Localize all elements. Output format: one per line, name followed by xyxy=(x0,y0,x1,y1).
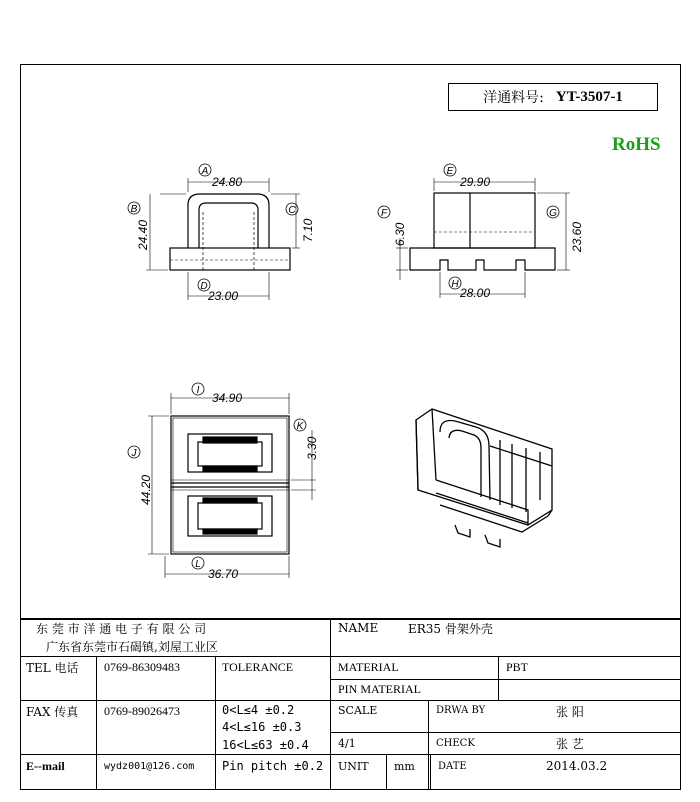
dim-j: 44.20 xyxy=(139,474,153,505)
svg-text:J: J xyxy=(131,448,137,459)
label-l xyxy=(192,557,204,570)
name-value: ER35 骨架外壳 xyxy=(408,621,493,636)
drawn-by-label: DRWA BY xyxy=(436,704,486,716)
label-b xyxy=(128,202,140,215)
tolerance-range-2: 4<L≤16 ±0.3 xyxy=(222,720,302,734)
date-value: 2014.03.2 xyxy=(546,759,608,773)
label-g xyxy=(547,206,559,219)
material-label: MATERIAL xyxy=(338,660,399,674)
label-e xyxy=(444,164,456,177)
tolerance-range-1: 0<L≤4 ±0.2 xyxy=(222,703,295,717)
svg-text:B: B xyxy=(130,204,138,215)
dim-d: 23.00 xyxy=(208,289,239,303)
svg-text:E: E xyxy=(446,166,454,177)
svg-text:F: F xyxy=(380,208,388,219)
rohs-mark: RoHS xyxy=(612,134,661,155)
date-label: DATE xyxy=(438,760,467,772)
svg-text:G: G xyxy=(549,208,557,219)
label-k xyxy=(294,419,306,432)
front-view xyxy=(146,178,300,300)
unit-value: mm xyxy=(394,759,415,773)
dim-b: 24.40 xyxy=(136,219,150,250)
tolerance-range-3: 16<L≤63 ±0.4 xyxy=(222,738,309,752)
fax-value: 0769-89026473 xyxy=(104,703,180,718)
label-j xyxy=(128,446,140,459)
svg-text:I: I xyxy=(196,385,200,396)
dim-c: 7.10 xyxy=(301,218,315,242)
part-number-value: YT-3507-1 xyxy=(555,88,623,105)
tel-label: TEL 电话 xyxy=(26,660,79,675)
dim-a: 24.80 xyxy=(212,175,243,189)
svg-text:D: D xyxy=(200,281,208,292)
name-label: NAME xyxy=(338,621,379,635)
drawn-by-value: 张 阳 xyxy=(556,704,584,719)
dim-h: 28.00 xyxy=(460,286,491,300)
check-value: 张 艺 xyxy=(556,736,584,751)
dim-e: 29.90 xyxy=(460,175,491,189)
label-a xyxy=(199,164,211,177)
scale-label: SCALE xyxy=(338,703,378,717)
label-f xyxy=(378,206,390,219)
company-address: 广东省东莞市石碣镇,刘屋工业区 xyxy=(46,639,218,654)
svg-text:H: H xyxy=(451,279,459,290)
svg-text:C: C xyxy=(288,205,296,216)
title-block xyxy=(20,618,681,790)
top-view xyxy=(148,393,316,578)
check-label: CHECK xyxy=(436,737,475,749)
scale-value: 4/1 xyxy=(338,736,356,750)
dim-g: 23.60 xyxy=(570,221,584,252)
tel-value: 0769-86309483 xyxy=(104,659,180,674)
dim-l: 36.70 xyxy=(208,567,239,581)
side-view xyxy=(396,178,570,298)
svg-text:K: K xyxy=(296,421,304,432)
pin-pitch-tolerance: Pin pitch ±0.2 xyxy=(222,759,324,773)
dim-f: 6.30 xyxy=(393,222,407,246)
email-value: wydz001@126.com xyxy=(104,760,195,772)
svg-text:L: L xyxy=(195,559,201,570)
dim-i: 34.90 xyxy=(212,391,243,405)
part-number-label: 洋通料号: xyxy=(483,90,544,106)
isometric-view xyxy=(416,409,552,547)
svg-text:A: A xyxy=(201,166,209,177)
dim-k: 3.30 xyxy=(305,436,319,460)
company-name: 东 莞 市 洋 通 电 子 有 限 公 司 xyxy=(36,621,207,636)
email-label: E--mail xyxy=(26,758,65,773)
label-i xyxy=(192,383,204,396)
unit-label: UNIT xyxy=(338,759,369,773)
material-value: PBT xyxy=(506,660,529,674)
fax-label: FAX 传真 xyxy=(26,704,79,719)
pin-material-label: PIN MATERIAL xyxy=(338,682,421,696)
tolerance-label: TOLERANCE xyxy=(222,659,294,674)
